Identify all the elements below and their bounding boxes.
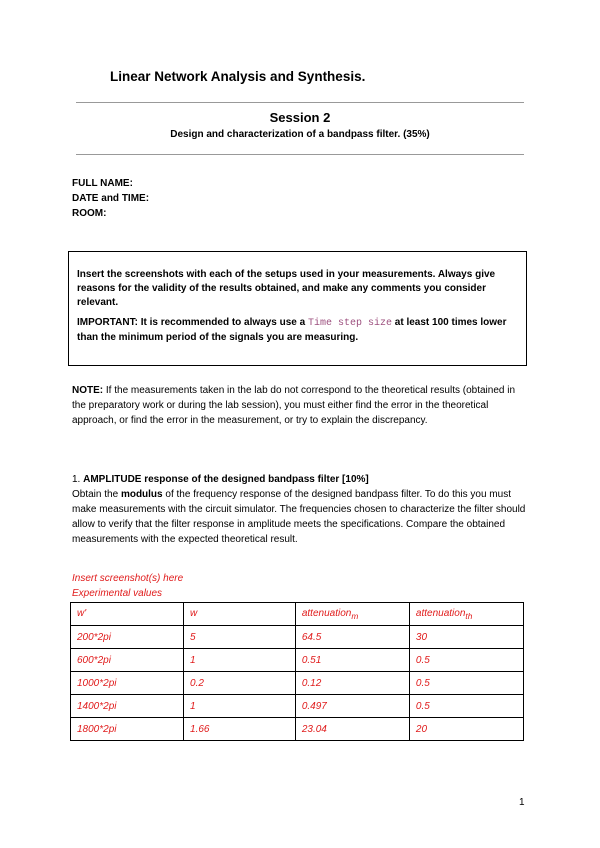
table-cell: 0.2 <box>184 672 296 695</box>
table-cell: 0.497 <box>295 695 409 718</box>
important-paragraph <box>77 316 518 345</box>
important-prefix: IMPORTANT: It is recommended to always use a <box>77 317 306 328</box>
section-1-body <box>72 487 530 547</box>
table-cell: 0.51 <box>295 649 409 672</box>
table-header-row <box>71 603 524 626</box>
session-subtitle: Design and characterization of a bandpass filter. (35%) <box>170 129 430 140</box>
instructions-paragraph: Insert the screenshots with each of the setups used in your measurements. Always give reasons for the validity of the results obtained, and make any comments you consider relevant. <box>77 269 496 308</box>
section-1-body-prefix: Obtain the <box>72 489 119 500</box>
section-1 <box>72 472 530 547</box>
table-cell: 0.12 <box>295 672 409 695</box>
table-row <box>71 649 524 672</box>
table-cell: 1400*2pi <box>71 695 184 718</box>
instructions-box <box>68 251 527 366</box>
section-1-body-suffix: of the frequency response of the designed bandpass filter. To do this you must make measurements with the circuit simulator. The frequencies chosen to characterize the filter should allow to verify that the filter response in amplitude meets the specifications. Compare the obtained measurements with the expected theoretical result. <box>72 489 526 545</box>
important-suffix: at least 100 times lower than the minimum period of the signals you are measuring. <box>77 317 507 343</box>
experimental-caption: Experimental values <box>72 588 163 599</box>
note-label: NOTE: <box>72 385 104 396</box>
table-cell: 200*2pi <box>71 626 184 649</box>
table-cell: 0.5 <box>409 695 523 718</box>
table-cell: 0.5 <box>409 649 523 672</box>
section-1-heading <box>72 472 530 487</box>
table-cell: 600*2pi <box>71 649 184 672</box>
table-cell: 1 <box>184 695 296 718</box>
session-title: Session 2 <box>269 110 331 125</box>
top-divider <box>76 102 524 103</box>
table-header-cell: attenuation$_{th}$ <box>409 603 523 626</box>
section-1-number: 1. <box>72 474 81 485</box>
note-text: If the measurements taken in the lab do not correspond to the theoretical results (obtained in the preparatory work or during the lab session), you must either find the error in the theoretical approach, or find the error in the measurement, or try to explain the discrepancy. <box>72 385 516 426</box>
table-row <box>71 695 524 718</box>
table-row <box>71 626 524 649</box>
table-cell: 1.66 <box>184 718 296 741</box>
table-cell: 0.5 <box>409 672 523 695</box>
table-cell: 1000*2pi <box>71 672 184 695</box>
full-name-label: FULL NAME: <box>72 178 133 189</box>
table-cell: 64.5 <box>295 626 409 649</box>
table-cell: 1 <box>184 649 296 672</box>
table-row <box>71 718 524 741</box>
table-header-cell: attenuation$_m$ <box>295 603 409 626</box>
table-cell: 1800*2pi <box>71 718 184 741</box>
time-step-code: Time step size <box>307 318 392 329</box>
section-1-heading-text: AMPLITUDE response of the designed bandpass filter [10%] <box>83 474 369 485</box>
table-row <box>71 672 524 695</box>
table-header-cell: w' <box>71 603 184 626</box>
room-label: ROOM: <box>72 208 107 219</box>
table-cell: 23.04 <box>295 718 409 741</box>
table-cell: 20 <box>409 718 523 741</box>
page-number: 1 <box>519 797 525 808</box>
screenshot-caption: Insert screenshot(s) here <box>72 573 184 584</box>
student-fields <box>72 176 149 221</box>
date-time-label: DATE and TIME: <box>72 193 150 204</box>
course-title: Linear Network Analysis and Synthesis. <box>110 69 366 84</box>
table-header-cell: w <box>184 603 296 626</box>
table-cell: 5 <box>184 626 296 649</box>
section-1-body-bold: modulus <box>120 489 163 500</box>
experimental-values-table <box>70 602 524 741</box>
note-paragraph <box>72 383 530 428</box>
table-cell: 30 <box>409 626 523 649</box>
bottom-divider <box>76 154 524 155</box>
